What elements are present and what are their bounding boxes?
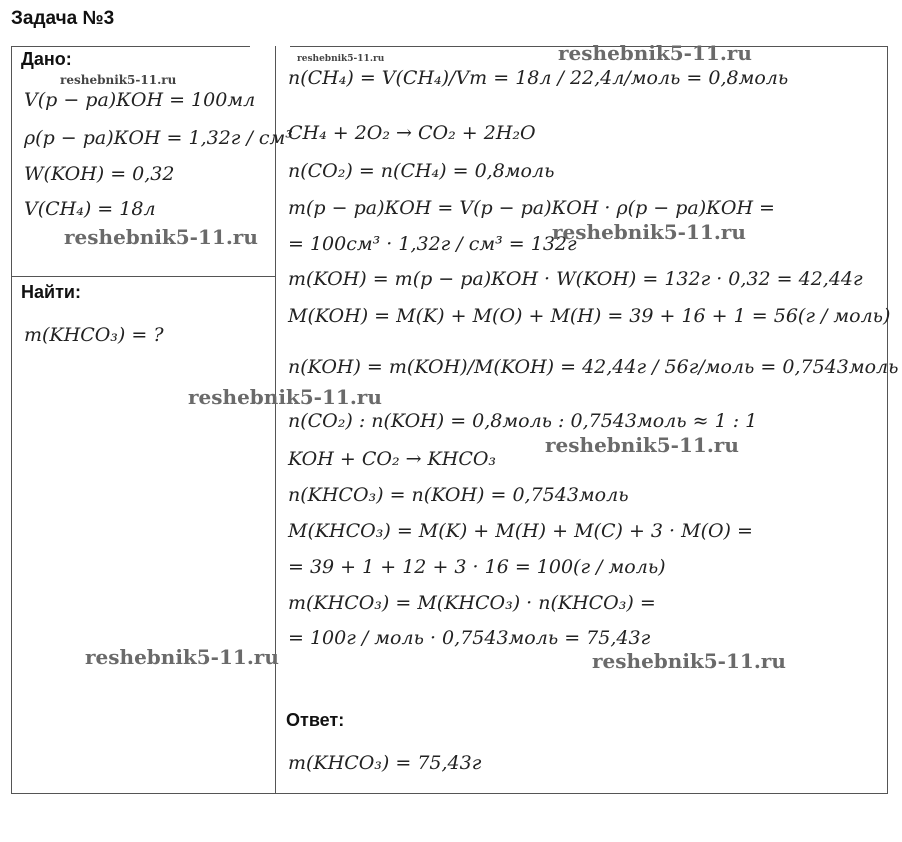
watermark: reshebnik5-11.ru xyxy=(297,54,385,64)
answer-label: Ответ: xyxy=(286,710,345,730)
watermark: reshebnik5-11.ru xyxy=(60,73,177,87)
solution-line-10: KOH + CO₂ → KHCO₃ xyxy=(288,448,497,470)
solution-line-6: m(KOH) = m(р − ра)КОН · W(KOH) = 132г · 0,32 = 42,44г xyxy=(288,268,863,290)
given-line-methane: V(CH₄) = 18л xyxy=(24,198,156,220)
find-label: Найти: xyxy=(21,282,81,302)
given-find-divider xyxy=(11,276,275,277)
given-line-mass-fraction: W(KOH) = 0,32 xyxy=(24,163,175,185)
watermark: reshebnik5-11.ru xyxy=(592,649,786,673)
solution-line-2: CH₄ + 2O₂ → CO₂ + 2H₂O xyxy=(288,122,536,144)
given-line-density: ρ(р − ра)КОН = 1,32г / см³ xyxy=(24,127,293,149)
solution-line-15: = 100г / моль · 0,7543моль = 75,43г xyxy=(288,627,651,649)
given-line-volume: V(р − ра)КОН = 100мл xyxy=(24,89,256,111)
watermark: reshebnik5-11.ru xyxy=(552,220,746,244)
watermark: reshebnik5-11.ru xyxy=(64,225,258,249)
task-title: Задача №3 xyxy=(11,8,115,29)
watermark: reshebnik5-11.ru xyxy=(188,385,382,409)
watermark: reshebnik5-11.ru xyxy=(545,433,739,457)
find-line: m(KHCO₃) = ? xyxy=(24,324,164,346)
solution-line-14: m(KHCO₃) = M(KHCO₃) · n(KHCO₃) = xyxy=(288,592,656,614)
solution-line-1: n(CH₄) = V(CH₄)/Vm = 18л / 22,4л/моль = 0,8моль xyxy=(288,67,789,89)
solution-line-7: M(KOH) = M(K) + M(O) + M(H) = 39 + 16 + 1 = 56(г / моль) xyxy=(288,305,891,327)
solution-line-8: n(KOH) = m(KOH)/M(KOH) = 42,44г / 56г/моль = 0,7543моль xyxy=(288,356,899,378)
solution-line-3: n(CO₂) = n(CH₄) = 0,8моль xyxy=(288,160,555,182)
solution-line-11: n(KHCO₃) = n(KOH) = 0,7543моль xyxy=(288,484,629,506)
solution-line-4: m(р − ра)КОН = V(р − ра)КОН · ρ(р − ра)КОН = xyxy=(288,197,775,219)
column-divider xyxy=(275,46,276,794)
solution-line-12: M(KHCO₃) = M(K) + M(H) + M(C) + 3 · M(O) = xyxy=(288,520,753,542)
solution-line-9: n(CO₂) : n(KOH) = 0,8моль : 0,7543моль ≈ 1 : 1 xyxy=(288,410,758,432)
answer-line: m(KHCO₃) = 75,43г xyxy=(288,752,482,774)
solution-line-13: = 39 + 1 + 12 + 3 · 16 = 100(г / моль) xyxy=(288,556,666,578)
watermark: reshebnik5-11.ru xyxy=(558,41,752,65)
watermark: reshebnik5-11.ru xyxy=(85,645,279,669)
table-border-gap xyxy=(250,45,290,48)
given-label: Дано: xyxy=(21,49,72,69)
solution-line-5: = 100см³ · 1,32г / см³ = 132г xyxy=(288,233,577,255)
